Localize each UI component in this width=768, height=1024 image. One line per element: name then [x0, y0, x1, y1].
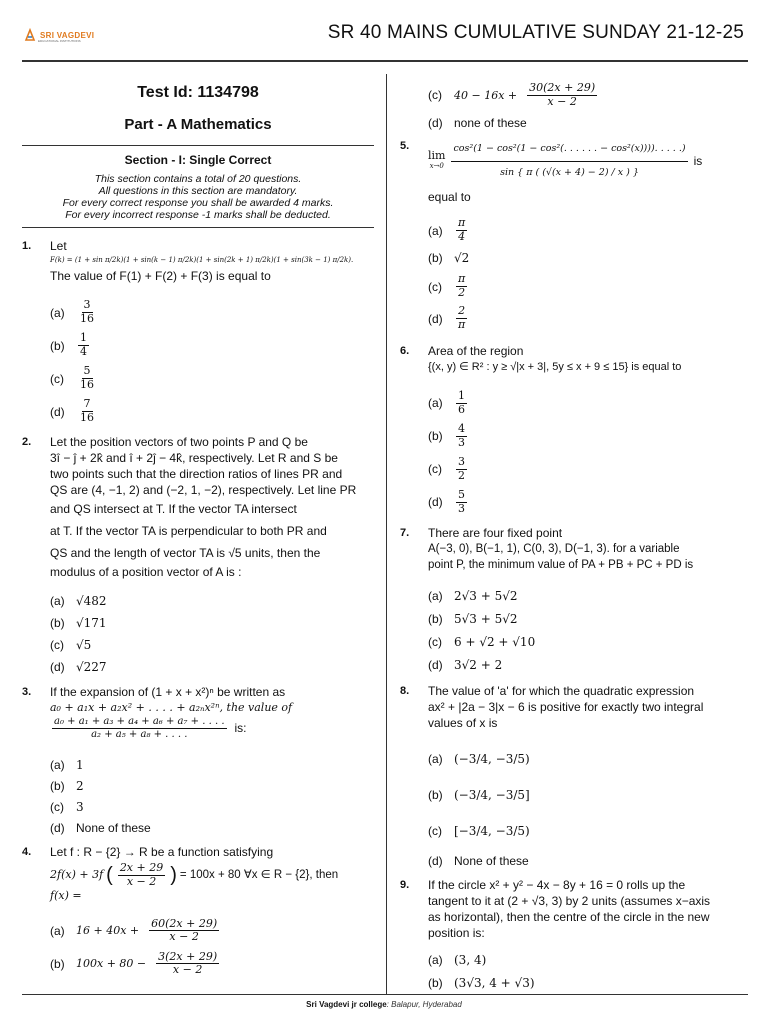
question-line: f(x) =: [50, 889, 82, 903]
question-3: [22, 684, 374, 740]
q4-options-continued: [400, 78, 746, 134]
option-b[interactable]: (b) $\frac{4}{3}$: [428, 421, 465, 449]
option-c[interactable]: (c) $\frac{5}{16}$: [50, 364, 94, 391]
question-formula: F(k) = (1 + sin π/2k)(1 + sin(k − 1) π/2k)(1 + sin(2k + 1) π/2k)(1 + sin(3k − 1) π/2k).: [50, 256, 354, 264]
question-line: The value of 'a' for which the quadratic expression: [428, 683, 695, 698]
q2-options: [22, 590, 374, 678]
q9-options: [400, 949, 746, 992]
question-number: 3.: [22, 686, 32, 698]
option-a[interactable]: (a) (−3/4, −3/5): [428, 751, 530, 766]
option-d[interactable]: (d) 3√2 + 2: [428, 658, 503, 673]
question-number: 1.: [22, 240, 32, 252]
question-line: as horizontal), then the centre of the circle in the new: [428, 909, 710, 924]
option-a[interactable]: (a) √482: [50, 594, 107, 608]
question-line: QS and the length of vector TA is √5 units, then the: [50, 546, 321, 560]
question-line: A(−3, 0), B(−1, 1), C(0, 3), D(−1, 3). for a variable: [428, 542, 680, 555]
q6-options: [400, 387, 746, 519]
question-line: and QS intersect at T. If the vector TA intersect: [50, 502, 297, 516]
question-line: tangent to it at (2 + √3, 3) by 2 units (assumes x−axis: [428, 893, 711, 908]
instruction-line: This section contains a total of 20 questions.: [94, 173, 302, 185]
paper-title: SR 40 MAINS CUMULATIVE SUNDAY 21-12-25: [327, 22, 744, 43]
option-c[interactable]: (c) 6 + √2 + √10: [428, 635, 536, 650]
instruction-line: For every correct response you shall be awarded 4 marks.: [62, 197, 334, 209]
option-a[interactable]: (a) $\frac{3}{16}$: [50, 298, 94, 325]
option-c[interactable]: (c) 40 − 16x + $\frac{30(2x + 29)}{x - 2}$: [428, 80, 596, 108]
option-d[interactable]: (d) √227: [50, 660, 107, 674]
question-line: position is:: [428, 925, 485, 940]
page-footer: [0, 1000, 768, 1009]
question-number: 9.: [400, 878, 410, 891]
question-5: [400, 138, 746, 205]
right-column: [400, 74, 746, 992]
option-b[interactable]: (b) (−3/4, −3/5]: [428, 787, 530, 802]
instructions: [22, 173, 374, 221]
brand-logo: [24, 28, 94, 42]
option-b[interactable]: (b) √2: [428, 250, 470, 265]
option-c[interactable]: (c) $\frac{3}{2}$: [428, 454, 465, 482]
question-6: [400, 343, 746, 375]
question-7: [400, 525, 746, 573]
question-4: [22, 844, 374, 904]
option-b[interactable]: (b) $\frac{1}{4}$: [50, 331, 87, 358]
option-d[interactable]: (d) $\frac{5}{3}$: [428, 487, 465, 515]
part-title: Part - A Mathematics: [124, 116, 272, 133]
q7-options: [400, 585, 746, 677]
option-a[interactable]: (a) (3, 4): [428, 953, 487, 968]
question-limit: lim x→0 $\frac{\text{cos²(1 − cos²(1 − cos²(. . . . . . − cos²(x)))). . . . .)}}{\sin \{ \pi ( (√(x + 4) - 2) / x ) \}}$ is: [428, 138, 746, 185]
section-rule: [22, 145, 374, 146]
option-d[interactable]: (d) $\frac{7}{16}$: [50, 397, 94, 424]
option-b[interactable]: (b) √171: [50, 616, 107, 630]
footer-rule: [22, 994, 748, 995]
option-d[interactable]: (d) none of these: [428, 116, 527, 130]
left-column: [22, 74, 374, 992]
question-8: [400, 683, 746, 731]
question-2: [22, 434, 374, 580]
option-b[interactable]: (b) 5√3 + 5√2: [428, 612, 518, 627]
q1-options: [22, 296, 374, 428]
option-c[interactable]: (c) $\frac{\pi}{2}$: [428, 272, 466, 300]
question-line: {(x, y) ∈ R² : y ≥ √|x + 3|, 5y ≤ x + 9 ≤ 15} is equal to: [428, 360, 682, 373]
logo-icon: [24, 28, 36, 42]
question-line: two points such that the direction ratios of lines PR and: [50, 467, 343, 481]
question-line: a₀ + a₁x + a₂x² + . . . . + a₂ₙx²ⁿ, the value of: [50, 701, 293, 714]
header-rule: [22, 60, 748, 62]
question-9: [400, 877, 746, 941]
column-divider: [386, 74, 387, 994]
question-line: point P, the minimum value of PA + PB + PC + PD is: [428, 558, 694, 571]
question-lead: Let: [50, 239, 67, 253]
question-line: 3î − ĵ + 2k̂ and î + 2ĵ − 4k̂, respectively. Let R and S be: [50, 451, 338, 465]
question-line: modulus of a position vector of A is :: [50, 565, 242, 579]
footer-location: : Balapur, Hyderabad: [386, 1000, 462, 1009]
question-equation: 2f(x) + 3f ( $\frac{2x + 29}{x - 2}$ ) = 100x + 80 ∀x ∈ R − {2}, then: [50, 861, 339, 888]
question-line: If the circle x² + y² − 4x − 8y + 16 = 0 rolls up the: [428, 877, 686, 892]
question-line: at T. If the vector TA is perpendicular to both PR and: [50, 524, 327, 538]
question-line: Area of the region: [428, 343, 524, 358]
question-line: ax² + |2a − 3|x − 6 is positive for exactly two integral: [428, 699, 704, 714]
question-number: 7.: [400, 526, 410, 539]
question-number: 8.: [400, 684, 410, 697]
question-line: Let the position vectors of two points P and Q be: [50, 435, 308, 449]
question-number: 4.: [22, 846, 32, 858]
instruction-line: All questions in this section are mandatory.: [98, 185, 298, 197]
option-d[interactable]: (d) $\frac{2}{\pi}$: [428, 304, 466, 332]
option-a[interactable]: (a) $\frac{\pi}{4}$: [428, 216, 466, 244]
option-a[interactable]: (a) 2√3 + 5√2: [428, 589, 518, 604]
question-1: [22, 238, 374, 284]
footer-college: Sri Vagdevi jr college: [306, 1000, 387, 1009]
q5-options: [400, 217, 746, 335]
section-rule-bottom: [22, 227, 374, 228]
question-line: Let f : R − {2} → R be a function satisfying: [50, 845, 274, 859]
option-d[interactable]: (d) None of these: [428, 853, 529, 868]
option-c[interactable]: (c) 3: [50, 799, 84, 814]
question-number: 2.: [22, 436, 32, 448]
option-c[interactable]: (c) [−3/4, −3/5): [428, 823, 530, 838]
instruction-line: For every incorrect response -1 marks shall be deducted.: [65, 209, 331, 221]
question-text: The value of F(1) + F(2) + F(3) is equal to: [50, 269, 271, 283]
question-number: 6.: [400, 344, 410, 357]
page-header: [0, 0, 768, 60]
q8-options: [400, 741, 746, 873]
test-id: Test Id: 1134798: [137, 84, 259, 101]
section-title: Section - I: Single Correct: [124, 153, 272, 167]
option-b[interactable]: (b) 2: [50, 778, 84, 793]
question-line: If the expansion of (1 + x + x²)ⁿ be written as: [50, 685, 286, 699]
question-number: 5.: [400, 140, 410, 152]
option-a[interactable]: (a) $\frac{1}{6}$: [428, 388, 465, 416]
question-line: QS are (4, −1, 2) and (−2, 1, −2), respectively. Let line PR: [50, 483, 357, 497]
q3-options: [22, 754, 374, 838]
option-d[interactable]: (d) None of these: [50, 820, 151, 835]
question-fraction: $\frac{\text{a₀ + a₁ + a₃ + a₄ + a₆ + a₇ + . . . .}}{\text{a₂ + a₅ + a₈ + . . . .}}$ is:: [54, 716, 247, 740]
option-a[interactable]: (a) 1: [50, 757, 84, 772]
option-b[interactable]: (b) (3√3, 4 + √3): [428, 976, 535, 991]
logo-text: SRI VAGDEVI: [40, 30, 95, 40]
q4-options: [22, 914, 374, 980]
option-c[interactable]: (c) √5: [50, 638, 92, 652]
question-line: values of x is: [428, 715, 498, 730]
question-tail: equal to: [428, 189, 471, 204]
option-a[interactable]: (a) 16 + 40x + $\frac{60(2x + 29)}{x - 2}$: [50, 916, 218, 944]
option-b[interactable]: (b) 100x + 80 − $\frac{3(2x + 29)}{x - 2}$: [50, 949, 218, 977]
question-line: There are four fixed point: [428, 525, 563, 540]
logo-subtitle: EDUCATIONAL INSTITUTIONS: [38, 39, 81, 43]
